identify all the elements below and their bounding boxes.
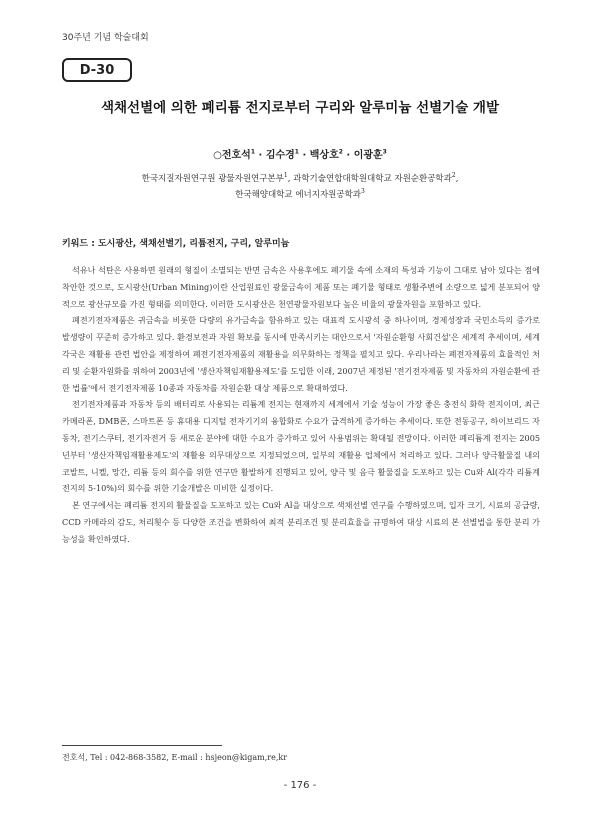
body-paragraph: 본 연구에서는 폐리튬 전지의 활물질을 도포하고 있는 Cu와 Al을 대상으로 색채선별 연구를 수행하였으며, 입자 크기, 시료의 공급량, CCD 카메라의 감도, 처리횟수 등 다양한 조건을 변화하여 최적 분리조건 및 분리효율을 규명하여 대상 시료의 본 선별법을 통한 분리 가능성을 확인하였다.	[62, 500, 540, 544]
author-separator: ·	[342, 150, 354, 161]
conference-header: 30주년 기념 학술대회	[62, 33, 149, 43]
author: 이광훈	[353, 150, 383, 161]
affiliation-mark: 3	[361, 188, 365, 196]
body-text	[62, 262, 540, 548]
author-separator: ·	[255, 150, 266, 161]
affiliation: , 과학기술연합대학원대학교 자원순환공학과	[287, 174, 452, 184]
author-affiliation-mark: 3	[382, 148, 387, 156]
body-paragraph: 전기전자제품과 자동차 등의 배터리로 사용되는 리튬계 전지는 현재까지 세계에서 기술 성능이 가장 좋은 충전식 화학 전지이며, 최근 카메라폰, DMB폰, 스마트폰 등 휴대용 디지털 전자기기의 융합화로 수요가 급격하게 증가하는 추세이다. 또한 전동공구, 하이브리드 자동차, 전기스쿠터, 전기자전거 등 새로운 분야에 대한 수요가 증가하고 있어 사용범위는 확대될 전망이다. 이러한 폐리튬계 전지는 2005년부터 '생산자책임재활용제도'의 재활용 의무대상으로 지정되었으며, 일부의 재활용 업체에서 처리하고 있다. 그러나 양극활물질 내의 코발트, 니켈, 망간, 리튬 등의 회수를 위한 연구만 활발하게 진행되고 있어, 양극 및 음극 활물질을 도포하고 있는 Cu와 Al(각각 리튬계 전지의 5-10%)의 회수를 위한 기술개발은 미비한 실정이다.	[62, 399, 540, 494]
author-separator: ·	[298, 150, 310, 161]
author-affiliation-mark: 1	[250, 148, 256, 156]
author-affiliation-mark: 1	[294, 148, 299, 156]
author: 김수경	[265, 150, 295, 161]
footnote-divider	[62, 745, 222, 746]
page-number: - 176 -	[283, 780, 317, 791]
affiliation-punct: ,	[455, 174, 459, 184]
author: ○전호석	[213, 150, 251, 161]
body-paragraph: 폐전기전자제품은 귀금속을 비롯한 다량의 유가금속을 함유하고 있는 대표적 도시광석 중 하나이며, 경제성장과 국민소득의 증가로 발생량이 꾸준히 증가하고 있다. 환경보전과 자원 확보를 동시에 만족시키는 대안으로서 '자원순환형 사회건설'은 세계적 추세이며, 세계 각국은 재활용 관련 법안을 제정하여 폐전기전자제품의 재활용을 의무화하는 정책을 펼치고 있다. 우리나라는 폐전자제품의 효율적인 처리 및 순환자원화를 위하여 2003년에 '생산자책임재활용제도'를 도입한 이래, 2007년 제정된 '전기전자제품 및 자동차의 자원순환에 관한 법률'에서 전기전자제품 10종과 자동차를 자원순환 대상 제품으로 확대하였다.	[62, 315, 540, 393]
author-list	[50, 146, 550, 161]
affiliation: 한국지질자원연구원 광물자원연구본부	[141, 174, 284, 184]
paper-title: 색채선별에 의한 폐리튬 전지로부터 구리와 알루미늄 선별기술 개발	[100, 100, 500, 116]
affiliation-line	[50, 172, 550, 184]
keywords: 키워드 : 도시광산, 색채선별기, 리튬전지, 구리, 알루미늄	[62, 239, 290, 249]
author-affiliation-mark: 2	[338, 148, 343, 156]
paper-code-badge: D-30	[62, 58, 132, 82]
affiliation-line	[50, 188, 550, 200]
affiliation-mark: 1	[283, 172, 288, 180]
body-paragraph: 석유나 석탄은 사용하면 원래의 형질이 소멸되는 반면 금속은 사용후에도 폐기물 속에 소재의 특성과 기능이 그대로 남아 있다는 점에 착안한 것으로, 도시광산(Urban Mining)이란 산업원료인 광물금속이 제품 또는 폐기물 형태로 생활주변에 소량으로 넓게 분포되어 양적으로 광산규모를 가진 형태를 의미한다. 이러한 도시광산은 천연광물자원보다 높은 비율의 광물자원을 포함하고 있다.	[62, 265, 540, 309]
affiliation-mark: 2	[451, 172, 456, 180]
footnote: 전호석, Tel : 042-868-3582, E-mail : hsjeon@kigam,re,kr	[62, 753, 288, 762]
affiliation: 한국해양대학교 에너지자원공학과	[235, 190, 362, 200]
author: 백상호	[309, 150, 339, 161]
